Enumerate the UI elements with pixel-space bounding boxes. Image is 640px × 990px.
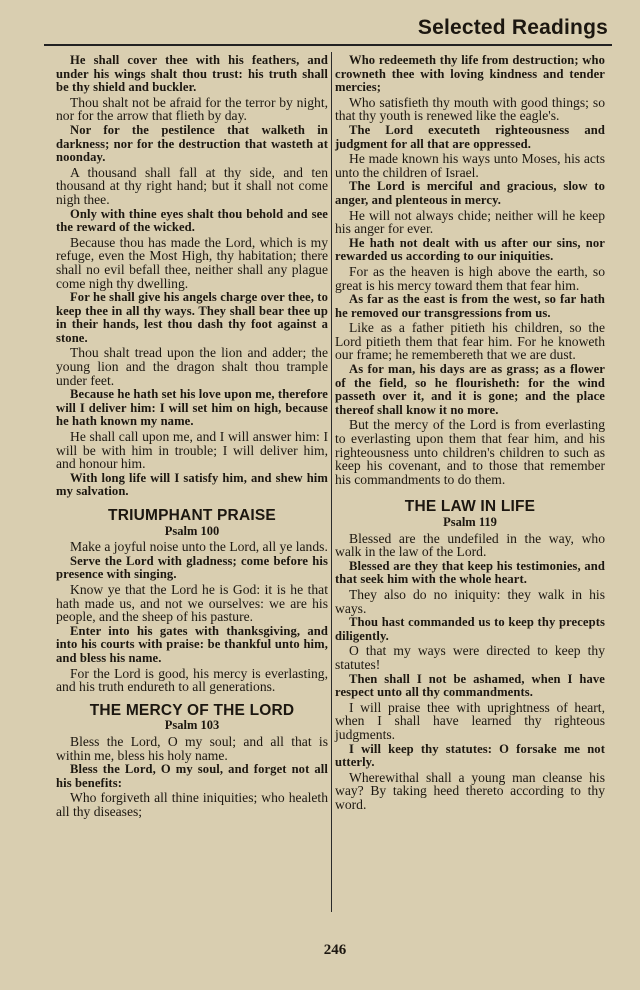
reading-paragraph: As for man, his days are as grass; as a flower of the field, so he flourisheth: for the wind passeth over it, and it is gone; and the place thereof shall know it no more. (335, 362, 605, 417)
reading-paragraph: Because thou has made the Lord, which is my refuge, even the Most High, thy habitation; there shall no evil befall thee, neither shall any plague come nigh thy dwelling. (56, 234, 328, 291)
reading-paragraph: For the Lord is good, his mercy is everlasting, and his truth endureth to all generations. (56, 665, 328, 695)
reading-paragraph: Wherewithal shall a young man cleanse his way? By taking heed thereto according to thy word. (335, 769, 605, 812)
reading-paragraph: The Lord executeth righteousness and judgment for all that are oppressed. (335, 122, 605, 151)
column-divider (331, 52, 332, 912)
reading-paragraph: But the mercy of the Lord is from everlasting to everlasting upon them that fear him, and his righteousness unto children's children to such as keep his covenant, and to those that remember his commandments to do them. (335, 417, 605, 487)
reading-paragraph: As far as the east is from the west, so far hath he removed our transgressions from us. (335, 292, 605, 320)
right-column (335, 54, 605, 938)
reading-paragraph: Make a joyful noise unto the Lord, all ye lands. (70, 539, 328, 555)
reading-paragraph: Know ye that the Lord he is God: it is he that hath made us, and not we ourselves: we are his people, and the sheep of his pasture. (56, 581, 328, 625)
reading-paragraph: With long life will I satisfy him, and shew him my salvation. (56, 470, 328, 499)
reading-paragraph: They also do no iniquity: they walk in his ways. (335, 586, 605, 616)
section-title: THE LAW IN LIFE (404, 498, 536, 516)
reading-paragraph: Who satisfieth thy mouth with good things; so that thy youth is renewed like the eagle's. (335, 94, 605, 124)
reading-paragraph: Enter into his gates with thanksgiving, and into his courts with praise: be thankful unto him, and bless his name. (56, 623, 328, 665)
page-number: 246 (323, 942, 347, 958)
reading-paragraph: Blessed are the undefiled in the way, who walk in the law of the Lord. (335, 530, 605, 560)
left-top-readings (56, 54, 328, 499)
reading-paragraph: Who forgiveth all thine iniquities; who healeth all thy diseases; (56, 790, 328, 819)
reading-paragraph: Thou shalt tread upon the lion and adder; the young lion and the dragon shalt thou trample under feet. (56, 345, 328, 388)
reading-paragraph: Only with thine eyes shalt thou behold and see the reward of the wicked. (56, 206, 328, 235)
section-title: THE MERCY OF THE LORD (89, 701, 295, 719)
reading-paragraph: He will not always chide; neither will he keep his anger for ever. (335, 207, 605, 237)
page-title: Selected Readings (417, 16, 608, 39)
reading-paragraph: Blessed are they that keep his testimonies, and that seek him with the whole heart. (335, 558, 605, 587)
reading-paragraph: Then shall I not be ashamed, when I have respect unto all thy commandments. (335, 671, 605, 700)
reading-paragraph: I will keep thy statutes: O forsake me not utterly. (335, 741, 605, 770)
reading-paragraph: For as the heaven is high above the earth, so great is his mercy toward them that fear him. (335, 263, 605, 293)
reading-paragraph: O that my ways were directed to keep thy statutes! (335, 643, 605, 672)
reading-paragraph: The Lord is merciful and gracious, slow to anger, and plenteous in mercy. (335, 179, 605, 207)
reading-paragraph: Thou hast commanded us to keep thy precepts diligently. (335, 615, 605, 643)
reading-paragraph: He shall call upon me, and I will answer him: I will be with him in trouble; I will deliver him, and honour him. (56, 429, 328, 472)
reading-paragraph: Nor for the pestilence that walketh in darkness; nor for the destruction that wasteth at noonday. (56, 122, 328, 165)
section-triumphant-praise (56, 509, 328, 694)
right-top-readings (335, 54, 605, 486)
reading-paragraph: Like as a father pitieth his children, so the Lord pitieth them that fear him. For he knoweth our frame; he remembereth that we are dust. (335, 320, 605, 363)
section-title: TRIUMPHANT PRAISE (108, 507, 276, 524)
reading-paragraph: Because he hath set his love upon me, therefore will I deliver him: I will set him on high, because he hath known my name. (56, 387, 328, 429)
page-header (44, 10, 612, 46)
reading-paragraph: A thousand shall fall at thy side, and ten thousand at thy right hand; but it shall not come nigh thee. (56, 164, 328, 207)
reading-paragraph: Who redeemeth thy life from destruction; who crowneth thee with loving kindness and tender mercies; (335, 53, 605, 95)
reading-paragraph: Serve the Lord with gladness; come before his presence with singing. (56, 553, 328, 582)
reading-paragraph: He hath not dealt with us after our sins, nor rewarded us according to our iniquities. (335, 235, 605, 264)
psalm-reference: Psalm 103 (164, 718, 220, 733)
reading-paragraph: Bless the Lord, O my soul; and all that is within me, bless his holy name. (56, 733, 328, 763)
reading-paragraph: He shall cover thee with his feathers, and under his wings shalt thou trust: his truth shall be thy shield and buckler. (56, 53, 328, 95)
reading-paragraph: Thou shalt not be afraid for the terror by night, nor for the arrow that flieth by day. (56, 94, 328, 124)
section-mercy-of-the-lord (56, 701, 328, 819)
reading-paragraph: Bless the Lord, O my soul, and forget not all his benefits: (56, 762, 328, 790)
reading-paragraph: For he shall give his angels charge over thee, to keep thee in all thy ways. They shall bear thee up in their hands, lest thou dash thy foot against a stone. (56, 290, 328, 345)
reading-paragraph: I will praise thee with uprightness of heart, when I shall have learned thy righteous judgments. (335, 699, 605, 742)
reading-paragraph: He made known his ways unto Moses, his acts unto the children of Israel. (335, 151, 605, 180)
section-law-in-life (335, 500, 605, 811)
psalm-reference: Psalm 119 (443, 515, 497, 529)
psalm-reference: Psalm 100 (164, 523, 220, 538)
left-column (56, 54, 328, 938)
